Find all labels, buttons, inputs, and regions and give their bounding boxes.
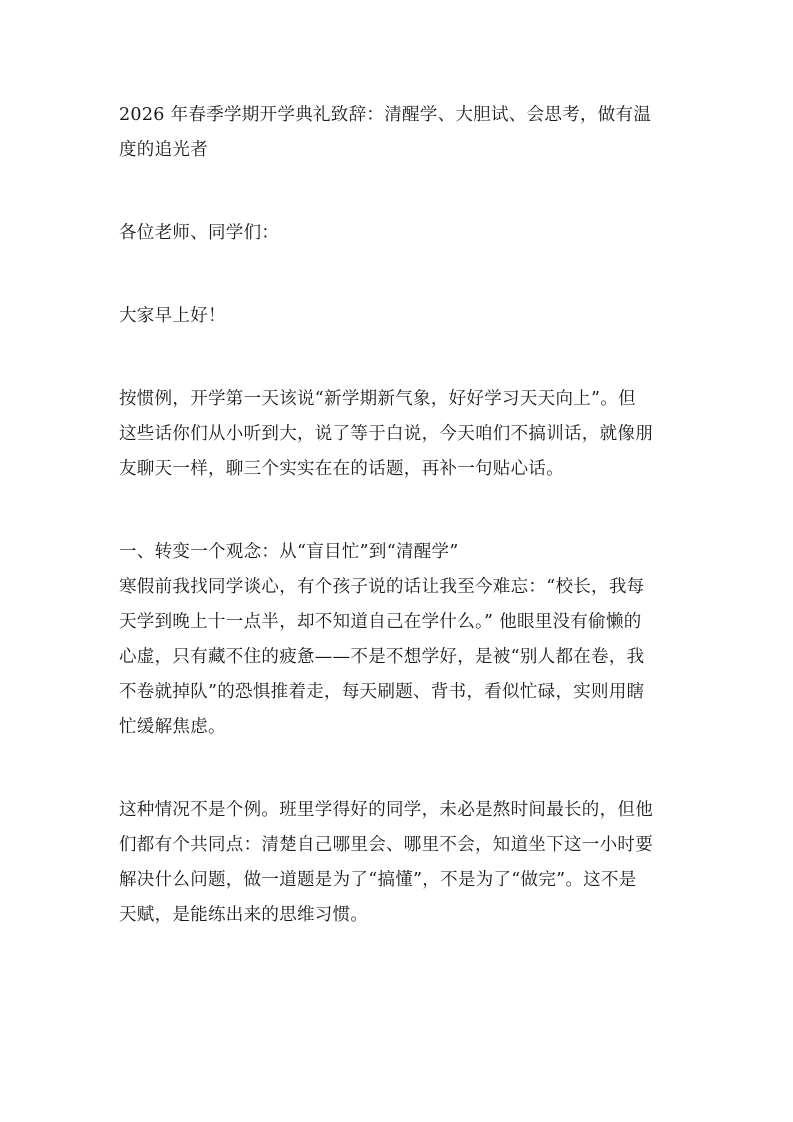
title-line: 2026 年春季学期开学典礼致辞：清醒学、大胆试、会思考，做有温 xyxy=(119,105,652,125)
intro-paragraph xyxy=(119,382,679,487)
paragraph-line: 这些话你们从小听到大，说了等于白说，今天咱们不搞训话，就像朋 xyxy=(119,424,653,444)
greeting-line: 大家早上好！ xyxy=(119,306,226,326)
paragraph-line: 按惯例，开学第一天该说“新学期新气象，好好学习天天向上”。但 xyxy=(119,389,636,409)
paragraph-line: 不卷就掉队”的恐惧推着走，每天刷题、背书，看似忙碌，实则用瞎 xyxy=(119,682,645,702)
paragraph-line: 忙缓解焦虑。 xyxy=(119,717,226,737)
title-line: 度的追光者 xyxy=(119,140,208,160)
paragraph-line: 们都有个共同点：清楚自己哪里会、哪里不会，知道坐下这一小时要 xyxy=(119,835,653,855)
section-1 xyxy=(119,535,679,745)
document-title xyxy=(119,98,679,168)
document-body xyxy=(119,98,679,933)
section-1-paragraph-2 xyxy=(119,793,679,933)
paragraph-line: 解决什么问题，做一道题是为了“搞懂”，不是为了“做完”。这不是 xyxy=(119,870,637,890)
paragraph-line: 友聊天一样，聊三个实实在在的话题，再补一句贴心话。 xyxy=(119,459,564,479)
section-heading: 一、转变一个观念：从“盲目忙”到“清醒学” xyxy=(119,542,459,562)
salutation-line: 各位老师、同学们： xyxy=(119,223,280,243)
paragraph-line: 天学到晚上十一点半，却不知道自己在学什么。” 他眼里没有偷懒的 xyxy=(119,612,642,632)
paragraph-line: 心虚，只有藏不住的疲惫——不是不想学好，是被“别人都在卷，我 xyxy=(119,647,645,667)
paragraph-line: 这种情况不是个例。班里学得好的同学，未必是熬时间最长的，但他 xyxy=(119,800,653,820)
paragraph-line: 寒假前我找同学谈心，有个孩子说的话让我至今难忘：“校长，我每 xyxy=(119,577,645,597)
salutation xyxy=(119,216,679,251)
greeting xyxy=(119,299,679,334)
paragraph-line: 天赋，是能练出来的思维习惯。 xyxy=(119,905,369,925)
